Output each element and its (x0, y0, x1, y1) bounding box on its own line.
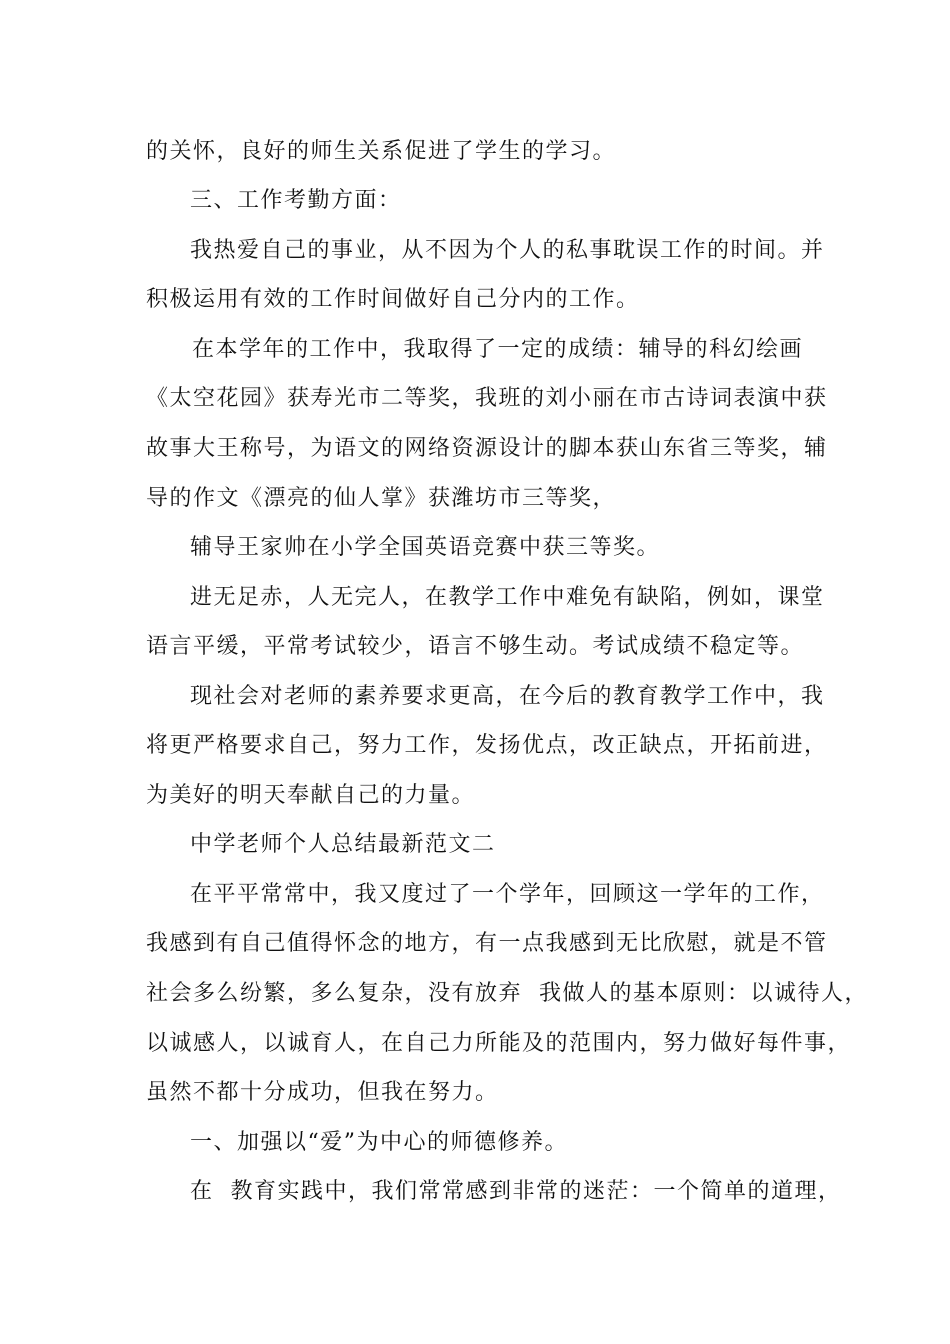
text-line: 语言平缓，平常考试较少，语言不够生动。考试成绩不稳定等。 (146, 634, 805, 659)
text-line: 为美好的明天奉献自己的力量。 (146, 783, 476, 808)
text-line: 的关怀，良好的师生关系促进了学生的学习。 (146, 139, 617, 164)
text-line: 导的作文《漂亮的仙人掌》获潍坊市三等奖， (146, 486, 617, 511)
text-line: 《太空花园》获寿光市二等奖，我班的刘小丽在市古诗词表演中获 (146, 386, 828, 411)
text-line: 社会多么纷繁，多么复杂，没有放弃 我做人的基本原则：以诚待人， (146, 981, 868, 1006)
text-line: 进无足赤，人无完人，在教学工作中难免有缺陷，例如，课堂 (190, 585, 825, 610)
section-heading: 三、工作考勤方面： (190, 188, 402, 213)
text-line: 故事大王称号，为语文的网络资源设计的脚本获山东省三等奖，辅 (146, 436, 828, 461)
text-line: 在 教育实践中，我们常常感到非常的迷茫：一个简单的道理， (190, 1179, 842, 1204)
text-line: 在平平常常中，我又度过了一个学年，回顾这一学年的工作， (190, 882, 825, 907)
text-line: 我感到有自己值得怀念的地方，有一点我感到无比欣慰，就是不管 (146, 931, 828, 956)
section-heading: 一、加强以“爱”为中心的师德修养。 (190, 1130, 568, 1155)
text-line: 我热爱自己的事业，从不因为个人的私事耽误工作的时间。并 (190, 238, 825, 263)
text-line: 积极运用有效的工作时间做好自己分内的工作。 (146, 287, 640, 312)
text-line: 以诚感人，以诚育人，在自己力所能及的范围内，努力做好每件事， (146, 1031, 852, 1056)
text-line: 现社会对老师的素养要求更高，在今后的教育教学工作中，我 (190, 684, 825, 709)
text-line: 将更严格要求自己，努力工作，发扬优点，改正缺点，开拓前进， (146, 733, 828, 758)
text-line: 在本学年的工作中，我取得了一定的成绩：辅导的科幻绘画 (192, 337, 804, 362)
text-line: 虽然不都十分成功，但我在努力。 (146, 1080, 499, 1105)
subtitle: 中学老师个人总结最新范文二 (190, 832, 496, 857)
text-line: 辅导王家帅在小学全国英语竞赛中获三等奖。 (190, 535, 661, 560)
